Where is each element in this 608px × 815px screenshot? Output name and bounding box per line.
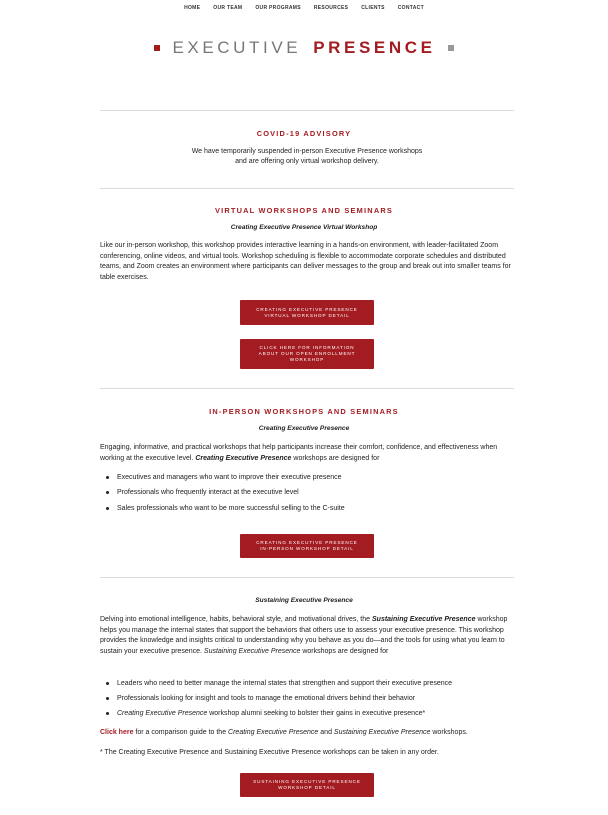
divider: [100, 577, 514, 578]
inperson-para-text: Engaging, informative, and practical workshops that help participants increase their comfort, confidence, and effectiveness when working at the executive level.: [100, 444, 498, 462]
divider: [100, 110, 514, 111]
covid-heading: COVID-19 ADVISORY: [256, 129, 352, 138]
button-line: IN-PERSON WORKSHOP DETAIL: [260, 546, 354, 551]
list-item: [106, 489, 516, 496]
sustaining-para-text: workshop helps you manage the internal states that support the behaviors that others use to assess your executive presence. This workshop provides the knowledge and insights critical to understanding why you behave as you do—and the tools for using what you learn to sustain your executive presence.: [100, 616, 508, 655]
button-line: CREATING EXECUTIVE PRESENCE: [256, 540, 358, 545]
button-line: CLICK HERE FOR INFORMATION: [259, 345, 355, 350]
button-line: SUSTAINING EXECUTIVE PRESENCE: [253, 779, 361, 784]
sustaining-paragraph: [100, 615, 514, 657]
comparison-italic: Creating Executive Presence: [228, 729, 319, 736]
comparison-text: for a comparison guide to the: [135, 729, 227, 736]
nav-our-team[interactable]: OUR TEAM: [213, 5, 243, 11]
list-item-text: Sales professionals who want to be more successful selling to the C-suite: [117, 505, 345, 512]
bullet-icon: [106, 507, 109, 510]
sustaining-para-emphasis: Sustaining Executive Presence: [372, 616, 476, 623]
covid-line-1: We have temporarily suspended in-person Executive Presence workshops: [191, 148, 423, 155]
comparison-italic: Sustaining Executive Presence: [333, 729, 431, 736]
nav-our-programs[interactable]: OUR PROGRAMS: [255, 5, 301, 11]
inperson-subheading: Creating Executive Presence: [258, 425, 350, 432]
comparison-text: and: [320, 729, 332, 736]
bullet-icon: [106, 491, 109, 494]
covid-line-2: and are offering only virtual workshop delivery.: [235, 158, 379, 165]
divider: [100, 388, 514, 389]
comparison-guide-link[interactable]: Click here: [100, 729, 134, 736]
sustaining-subheading: Sustaining Executive Presence: [255, 597, 353, 604]
sustaining-para-text: Delving into emotional intelligence, habits, behavioral style, and motivational drives, the: [100, 616, 371, 623]
bullet-icon: [106, 697, 109, 700]
nav-resources[interactable]: RESOURCES: [313, 5, 349, 11]
logo-word-presence: PRESENCE: [313, 38, 436, 57]
sustaining-workshop-detail-button[interactable]: [240, 773, 374, 797]
bullet-icon: [106, 682, 109, 685]
button-line: CREATING EXECUTIVE PRESENCE: [256, 306, 358, 312]
inperson-workshop-detail-button[interactable]: [240, 534, 374, 558]
comparison-line: [100, 728, 514, 739]
virtual-subheading: Creating Executive Presence Virtual Workshop: [230, 224, 378, 231]
list-item-text: Professionals looking for insight and tools to manage the emotional drivers behind their behavior: [117, 695, 416, 702]
virtual-workshop-detail-button[interactable]: [240, 300, 374, 325]
open-enrollment-info-button[interactable]: [240, 339, 374, 369]
button-line: WORKSHOP DETAIL: [278, 785, 336, 790]
list-item: [106, 474, 516, 481]
bullet-icon: [106, 476, 109, 479]
nav-contact[interactable]: CONTACT: [397, 5, 424, 11]
list-item: [106, 695, 516, 702]
comparison-text: workshops.: [432, 729, 468, 736]
top-nav: [0, 5, 608, 11]
list-item: [106, 710, 516, 717]
list-item-text: [117, 710, 425, 717]
logo-square-left-icon: [154, 45, 160, 51]
virtual-paragraph: Like our in-person workshop, this workshop provides interactive learning in a hands-on environment, with leader-facilitated Zoom conferencing, online videos, and virtual tools. Workshop scheduling is flexible to accommodate corporate schedules and distributed teams, and Zoom creates an environment where participants can deliver messages to the group and break out into smaller teams for table exercises.: [100, 242, 511, 281]
list-item-text: Executives and managers who want to improve their executive presence: [117, 474, 342, 481]
virtual-heading: VIRTUAL WORKSHOPS AND SEMINARS: [214, 206, 394, 215]
sustaining-para-italic: Sustaining Executive Presence: [203, 647, 301, 655]
inperson-paragraph: [100, 443, 514, 464]
divider: [100, 188, 514, 189]
nav-home[interactable]: HOME: [184, 5, 201, 11]
logo-square-right-icon: [448, 45, 454, 51]
logo-word-executive: EXECUTIVE: [172, 38, 302, 57]
list-item: [106, 680, 516, 687]
inperson-heading: IN-PERSON WORKSHOPS AND SEMINARS: [209, 407, 399, 416]
footnote: * The Creating Executive Presence and Sustaining Executive Presence workshops can be taken in any order.: [100, 749, 439, 756]
button-line: WORKSHOP: [289, 357, 325, 362]
inperson-para-emphasis: Creating Executive Presence: [195, 454, 292, 462]
bullet-italic: Creating Executive Presence: [117, 710, 208, 717]
list-item-text: Leaders who need to better manage the internal states that strengthen and support their executive presence: [117, 680, 453, 687]
inperson-para-text: workshops are designed for: [293, 454, 380, 462]
sustaining-para-text: workshops are designed for: [302, 647, 389, 655]
bullet-text: workshop alumni seeking to bolster their gains in executive presence*: [209, 710, 426, 717]
site-logo[interactable]: [0, 38, 608, 58]
list-item-text: Professionals who frequently interact at the executive level: [117, 489, 299, 496]
bullet-icon: [106, 712, 109, 715]
list-item: [106, 505, 516, 512]
covid-text: [100, 147, 514, 167]
button-line: ABOUT OUR OPEN ENROLLMENT: [258, 351, 356, 356]
button-line: VIRTUAL WORKSHOP DETAIL: [264, 312, 350, 318]
nav-clients[interactable]: CLIENTS: [361, 5, 385, 11]
